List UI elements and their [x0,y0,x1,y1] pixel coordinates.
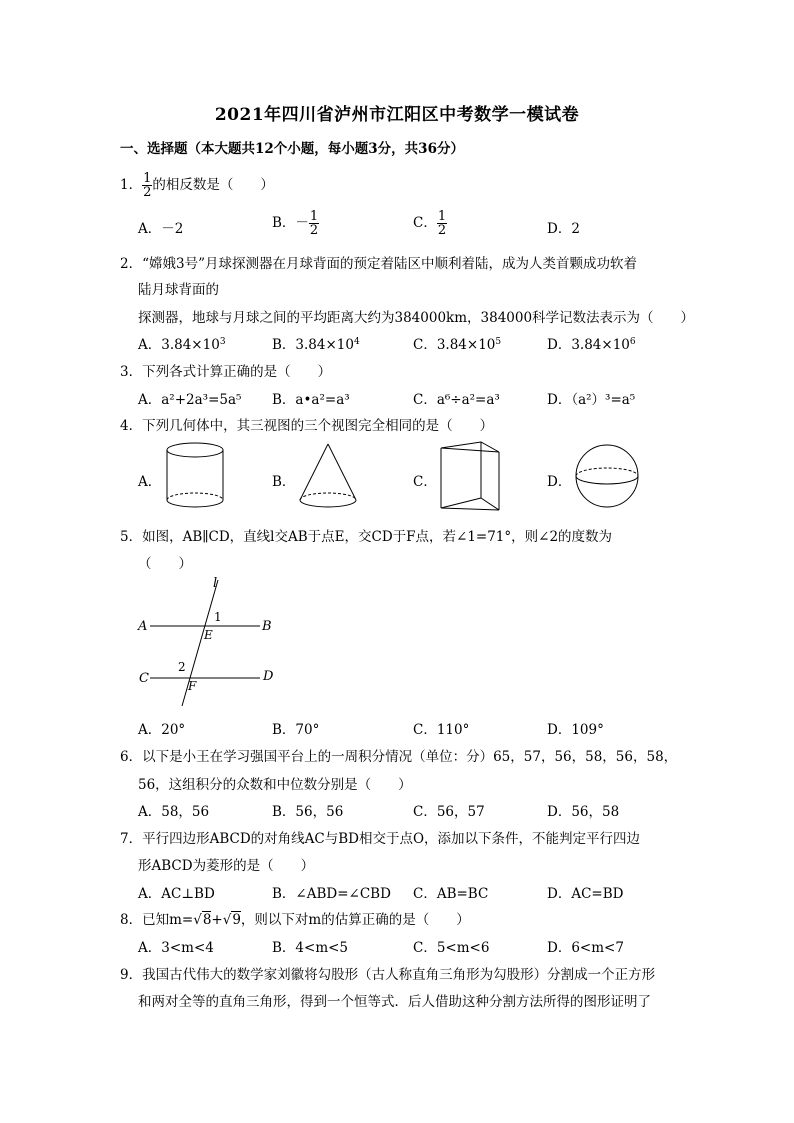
q3-option-c[interactable]: C．a⁶÷a²=a³ [413,392,500,408]
q6-option-c[interactable]: C．56，57 [413,804,485,820]
q6-option-d[interactable]: D．56，58 [547,804,620,820]
label-A: A [138,619,148,634]
question-6-cont: 56，这组积分的众数和中位数分别是（ ） [138,777,412,793]
label-angle-2: 2 [178,660,186,674]
page-title: 2021年四川省泸州市江阳区中考数学一模试卷 [214,105,580,125]
label-B: B [262,619,272,634]
label-angle-1: 1 [214,610,222,624]
q7-option-a[interactable]: A．AC⊥BD [138,886,215,902]
q6-option-b[interactable]: B．56，56 [272,804,344,820]
q3-option-d[interactable]: D．（a²）³=a⁵ [547,392,636,408]
prism-figure [433,438,505,516]
section-heading: 一、选择题（本大题共12个小题，每小题3分，共36分） [120,141,464,157]
question-7-cont: 形ABCD为菱形的是（ ） [138,858,315,874]
cylinder-figure [160,440,230,512]
q5-option-d[interactable]: D．109° [547,722,604,738]
q7-option-b[interactable]: B．∠ABD=∠CBD [272,886,391,902]
question-1: 1． $\frac{1}{2}$ 的相反数是（ ） [120,171,274,200]
q8-option-c[interactable]: C．5<m<6 [413,940,490,956]
q4-option-b[interactable]: B． [272,474,296,490]
question-5-cont: （ ） [138,556,192,572]
q3-option-b[interactable]: B．a•a²=a³ [272,392,350,408]
question-2-cont: 陆月球背面的 [138,282,219,298]
q2-option-a[interactable]: A．$3.84\times 10^3$ [138,337,226,353]
fraction: $\frac{1}{2}$ [143,171,152,200]
question-2-cont2: 探测器，地球与月球之间的平均距离大约为384000km，384000科学记数法表示为（ ） [138,310,695,326]
question-4: 4．下列几何体中，其三视图的三个视图完全相同的是（ ） [120,418,494,434]
q1-option-c[interactable]: C． $\frac{1}{2}$ [413,209,447,238]
q7-option-c[interactable]: C．AB=BC [413,886,489,902]
label-D: D [263,669,274,684]
q3-option-a[interactable]: A．a²+2a³=5a⁵ [138,392,242,408]
label-E: E [204,628,213,642]
question-8: 8．已知m=√8+√9，则以下对m的估算正确的是（ ） [120,912,470,928]
label-l: l [213,576,218,591]
label-F: F [188,679,197,693]
q1-option-d[interactable]: D．2 [547,221,580,237]
cone-figure [293,440,363,512]
question-2: 2．“嫦娥3号”月球探测器在月球背面的预定着陆区中顺利着陆，成为人类首颗成功软着 [120,256,637,272]
question-5: 5．如图，AB∥CD，直线l交AB于点E，交CD于F点，若∠1=71°，则∠2的度数为 [120,529,613,545]
q7-option-d[interactable]: D．AC=BD [547,886,624,902]
q4-option-d[interactable]: D． [547,474,572,490]
q5-option-b[interactable]: B．70° [272,722,320,738]
q2-option-b[interactable]: B．$3.84\times 10^4$ [272,337,360,353]
q5-option-c[interactable]: C．110° [413,722,470,738]
question-9-cont: 和两对全等的直角三角形，得到一个恒等式．后人借助这种分割方法所得的图形证明了 [138,994,651,1010]
label-C: C [139,671,149,686]
q4-option-a[interactable]: A． [138,474,162,490]
question-3: 3．下列各式计算正确的是（ ） [120,364,332,380]
q1-option-b[interactable]: B．－ $\frac{1}{2}$ [272,209,319,238]
question-7: 7．平行四边形ABCD的对角线AC与BD相交于点O，添加以下条件，不能判定平行四边 [120,831,641,847]
q8-option-a[interactable]: A．3<m<4 [138,940,214,956]
q4-option-c[interactable]: C． [413,474,437,490]
q1-option-a[interactable]: A．－2 [138,221,184,237]
q6-option-a[interactable]: A．58，56 [138,804,210,820]
parallel-lines-figure [130,574,290,710]
q8-option-b[interactable]: B．4<m<5 [272,940,349,956]
sphere-figure [572,440,642,512]
q2-option-d[interactable]: D．$3.84\times 10^6$ [547,337,636,353]
question-9: 9．我国古代伟大的数学家刘徽将勾股形（古人称直角三角形为勾股形）分割成一个正方形 [120,967,656,983]
q2-option-c[interactable]: C．$3.84\times 10^5$ [413,337,502,353]
q8-option-d[interactable]: D．6<m<7 [547,940,624,956]
q5-option-a[interactable]: A．20° [138,722,186,738]
question-6: 6．以下是小王在学习强国平台上的一周积分情况（单位：分）65，57，56，58，56，58， [120,749,678,765]
